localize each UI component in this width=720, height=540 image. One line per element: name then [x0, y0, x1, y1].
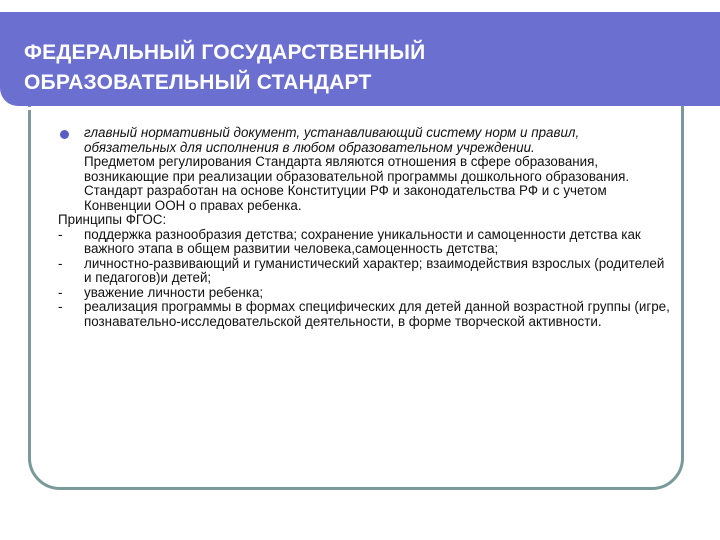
- title-line-2: ОБРАЗОВАТЕЛЬНЫЙ СТАНДАРТ: [24, 71, 372, 94]
- principles-heading: Принципы ФГОС:: [58, 212, 167, 227]
- list-item: [58, 228, 670, 257]
- list-item-text: реализация программы в формах специфических для детей данной возрастной группы (игре, познавательно-исследовательской деятельности, в форме творческой активности.: [84, 299, 670, 329]
- list-item-text: личностно-развивающий и гуманистический характер; взаимодействия взрослых (родителей и педагогов)и детей;: [84, 255, 665, 285]
- intro-text: главный нормативный документ, устанавливающий систему норм и правил, обязательных для исполнения в любом образовательном учреждении.: [84, 125, 580, 155]
- dash-marker: -: [58, 226, 63, 242]
- basis-paragraph: Стандарт разработан на основе Конституции РФ и законодательства РФ и с учетом Конвенции ООН о правах ребенка.: [84, 183, 607, 213]
- list-item: [58, 257, 670, 286]
- title-line-1: ФЕДЕРАЛЬНЫЙ ГОСУДАРСТВЕННЫЙ: [24, 41, 426, 64]
- subject-paragraph: Предметом регулирования Стандарта являются отношения в сфере образования, возникающие при реализации образовательной программы дошкольного образования.: [84, 154, 630, 184]
- list-item: [58, 286, 670, 301]
- dash-marker: -: [58, 299, 63, 314]
- title-underline: [26, 107, 636, 110]
- bullet-dot-icon: [60, 130, 69, 139]
- dash-marker: -: [58, 284, 63, 300]
- list-item-text: уважение личности ребенка;: [84, 284, 264, 300]
- title-bar: [0, 12, 720, 106]
- dash-marker: -: [58, 255, 63, 271]
- intro-paragraph: [58, 126, 670, 155]
- list-item: [58, 300, 670, 329]
- slide-body: [58, 126, 670, 329]
- page-title: [24, 38, 425, 98]
- list-item-text: поддержка разнообразия детства; сохранение уникальности и самоценности детства как важного этапа в общем развитии человека,самоценность детства;: [84, 226, 641, 256]
